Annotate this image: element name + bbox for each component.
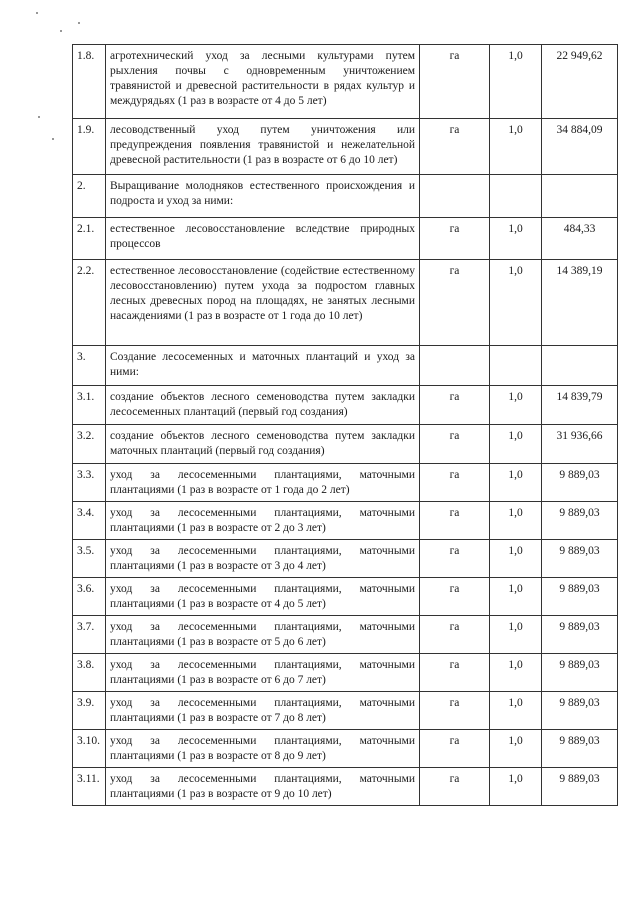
row-number-cell: 1.8. <box>73 45 106 119</box>
row-description-cell: естественное лесовосстановление вследствие природных процессов <box>106 218 420 260</box>
table-row <box>73 464 618 502</box>
scan-speck <box>78 22 80 24</box>
row-quantity-cell: 1,0 <box>490 654 542 692</box>
row-number-cell: 2.2. <box>73 260 106 346</box>
row-quantity-cell: 1,0 <box>490 386 542 425</box>
table-row <box>73 260 618 346</box>
row-number-cell: 3.9. <box>73 692 106 730</box>
row-price-cell: 22 949,62 <box>542 45 618 119</box>
row-price-cell: 9 889,03 <box>542 768 618 806</box>
row-number-cell: 3.3. <box>73 464 106 502</box>
table-row <box>73 386 618 425</box>
row-number-cell: 2. <box>73 175 106 218</box>
row-quantity-cell: 1,0 <box>490 730 542 768</box>
row-unit-cell: га <box>420 654 490 692</box>
table-row <box>73 45 618 119</box>
table-row <box>73 654 618 692</box>
scan-speck <box>38 116 40 118</box>
scan-speck <box>52 138 54 140</box>
row-price-cell: 9 889,03 <box>542 730 618 768</box>
row-description-cell: уход за лесосеменными плантациями, маточными плантациями (1 раз в возрасте от 7 до 8 лет) <box>106 692 420 730</box>
row-price-cell: 34 884,09 <box>542 119 618 175</box>
row-unit-cell: га <box>420 692 490 730</box>
table-row <box>73 346 618 386</box>
scan-speck <box>36 12 38 14</box>
row-description-cell: уход за лесосеменными плантациями, маточными плантациями (1 раз в возрасте от 2 до 3 лет) <box>106 502 420 540</box>
row-price-cell: 14 839,79 <box>542 386 618 425</box>
row-number-cell: 3. <box>73 346 106 386</box>
row-description-cell: уход за лесосеменными плантациями, маточными плантациями (1 раз в возрасте от 3 до 4 лет) <box>106 540 420 578</box>
row-description-cell: естественное лесовосстановление (содействие естественному лесовосстановлению) путем ухода за подростом главных лесных древесных пород на площадях, не занятых лесными насаждениями (1 раз в возрасте от 1 года до 10 лет) <box>106 260 420 346</box>
row-unit-cell <box>420 175 490 218</box>
row-unit-cell: га <box>420 502 490 540</box>
row-price-cell: 9 889,03 <box>542 540 618 578</box>
row-quantity-cell: 1,0 <box>490 425 542 464</box>
row-quantity-cell: 1,0 <box>490 768 542 806</box>
table-row <box>73 768 618 806</box>
row-unit-cell: га <box>420 119 490 175</box>
row-number-cell: 3.4. <box>73 502 106 540</box>
table-row <box>73 119 618 175</box>
row-quantity-cell: 1,0 <box>490 502 542 540</box>
row-quantity-cell: 1,0 <box>490 45 542 119</box>
row-quantity-cell: 1,0 <box>490 119 542 175</box>
row-quantity-cell: 1,0 <box>490 260 542 346</box>
table-row <box>73 218 618 260</box>
row-number-cell: 3.5. <box>73 540 106 578</box>
row-price-cell: 31 936,66 <box>542 425 618 464</box>
table-row <box>73 730 618 768</box>
row-quantity-cell: 1,0 <box>490 616 542 654</box>
row-description-cell: агротехнический уход за лесными культурами путем рыхления почвы с одновременным уничтожением травянистой и древесной растительности в рядах культур и междурядьях (1 раз в возрасте от 4 до 5 лет) <box>106 45 420 119</box>
row-description-cell: создание объектов лесного семеноводства путем закладки лесосеменных плантаций (первый год создания) <box>106 386 420 425</box>
row-unit-cell: га <box>420 260 490 346</box>
row-unit-cell: га <box>420 730 490 768</box>
table-row <box>73 616 618 654</box>
row-number-cell: 3.8. <box>73 654 106 692</box>
row-description-cell: создание объектов лесного семеноводства путем закладки маточных плантаций (первый год создания) <box>106 425 420 464</box>
row-description-cell: уход за лесосеменными плантациями, маточными плантациями (1 раз в возрасте от 6 до 7 лет) <box>106 654 420 692</box>
row-description-cell: уход за лесосеменными плантациями, маточными плантациями (1 раз в возрасте от 8 до 9 лет) <box>106 730 420 768</box>
row-quantity-cell: 1,0 <box>490 464 542 502</box>
row-number-cell: 3.1. <box>73 386 106 425</box>
row-quantity-cell <box>490 346 542 386</box>
row-number-cell: 3.10. <box>73 730 106 768</box>
row-number-cell: 1.9. <box>73 119 106 175</box>
row-unit-cell: га <box>420 768 490 806</box>
row-description-cell: уход за лесосеменными плантациями, маточными плантациями (1 раз в возрасте от 5 до 6 лет) <box>106 616 420 654</box>
row-price-cell <box>542 346 618 386</box>
row-price-cell: 484,33 <box>542 218 618 260</box>
row-number-cell: 2.1. <box>73 218 106 260</box>
row-unit-cell: га <box>420 386 490 425</box>
row-unit-cell: га <box>420 218 490 260</box>
cost-norms-table <box>72 44 618 806</box>
row-price-cell: 9 889,03 <box>542 654 618 692</box>
row-description-cell: уход за лесосеменными плантациями, маточными плантациями (1 раз в возрасте от 4 до 5 лет) <box>106 578 420 616</box>
row-price-cell <box>542 175 618 218</box>
row-quantity-cell: 1,0 <box>490 692 542 730</box>
row-quantity-cell: 1,0 <box>490 540 542 578</box>
row-price-cell: 9 889,03 <box>542 616 618 654</box>
row-quantity-cell: 1,0 <box>490 218 542 260</box>
row-description-cell: Создание лесосеменных и маточных плантаций и уход за ними: <box>106 346 420 386</box>
row-description-cell: уход за лесосеменными плантациями, маточными плантациями (1 раз в возрасте от 1 года до 2 лет) <box>106 464 420 502</box>
row-unit-cell: га <box>420 540 490 578</box>
row-number-cell: 3.11. <box>73 768 106 806</box>
row-price-cell: 9 889,03 <box>542 692 618 730</box>
row-price-cell: 9 889,03 <box>542 502 618 540</box>
scan-speck <box>60 30 62 32</box>
row-unit-cell: га <box>420 578 490 616</box>
row-price-cell: 14 389,19 <box>542 260 618 346</box>
table-row <box>73 425 618 464</box>
row-description-cell: лесоводственный уход путем уничтожения или предупреждения появления травянистой и нежелательной древесной растительности (1 раз в возрасте от 6 до 10 лет) <box>106 119 420 175</box>
row-unit-cell: га <box>420 425 490 464</box>
row-price-cell: 9 889,03 <box>542 464 618 502</box>
table-row <box>73 692 618 730</box>
table-row <box>73 175 618 218</box>
row-description-cell: Выращивание молодняков естественного происхождения и подроста и уход за ними: <box>106 175 420 218</box>
row-description-cell: уход за лесосеменными плантациями, маточными плантациями (1 раз в возрасте от 9 до 10 лет) <box>106 768 420 806</box>
row-unit-cell: га <box>420 45 490 119</box>
row-number-cell: 3.6. <box>73 578 106 616</box>
row-number-cell: 3.2. <box>73 425 106 464</box>
row-unit-cell: га <box>420 616 490 654</box>
row-unit-cell <box>420 346 490 386</box>
row-price-cell: 9 889,03 <box>542 578 618 616</box>
table-row <box>73 578 618 616</box>
table-row <box>73 540 618 578</box>
row-quantity-cell: 1,0 <box>490 578 542 616</box>
row-unit-cell: га <box>420 464 490 502</box>
row-number-cell: 3.7. <box>73 616 106 654</box>
table-row <box>73 502 618 540</box>
row-quantity-cell <box>490 175 542 218</box>
